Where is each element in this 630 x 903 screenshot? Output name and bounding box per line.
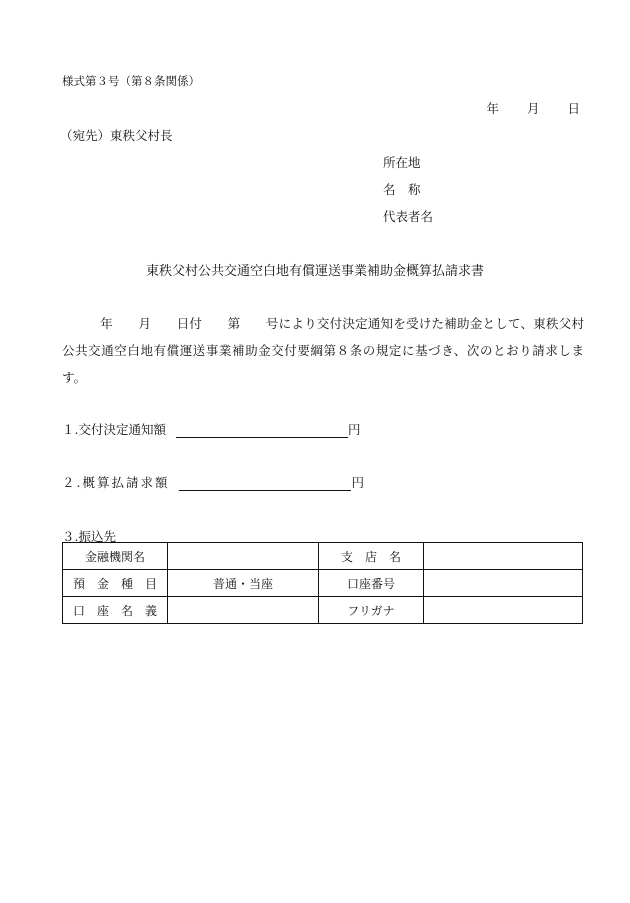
notified-amount-field[interactable]: [176, 423, 348, 438]
table-row: [63, 570, 583, 597]
account-number-label: 口座番号: [319, 570, 424, 597]
form-number: 様式第３号（第８条関係）: [62, 74, 200, 88]
applicant-address-label: 所在地: [383, 155, 421, 170]
branch-label: 支 店 名: [319, 543, 424, 570]
date-line: [486, 99, 580, 117]
item-notified-amount: [62, 420, 361, 438]
requested-amount-field[interactable]: [179, 476, 351, 491]
applicant-name-label: 名 称: [383, 182, 421, 197]
item-requested-amount-unit: 円: [351, 475, 364, 490]
body-paragraph: 年 月 日付 第 号により交付決定通知を受けた補助金として、東秩父村公共交通空白地有償運送事業補助金交付要綱第８条の規定に基づき、次のとおり請求します。: [62, 316, 584, 385]
applicant-representative-label: 代表者名: [383, 209, 434, 224]
document-title: 東秩父村公共交通空白地有償運送事業補助金概算払請求書: [145, 264, 484, 279]
recipient: （宛先）東秩父村長: [60, 128, 173, 143]
institution-field[interactable]: [168, 543, 319, 570]
table-row: [63, 597, 583, 624]
account-number-field[interactable]: [424, 570, 583, 597]
furigana-field[interactable]: [424, 597, 583, 624]
date-day: 日: [567, 101, 580, 116]
account-holder-label: 口 座 名 義: [63, 597, 168, 624]
item-requested-amount: [62, 473, 364, 491]
institution-label: 金融機関名: [63, 543, 168, 570]
branch-field[interactable]: [424, 543, 583, 570]
date-year: 年: [486, 101, 499, 116]
bank-table: [62, 542, 583, 624]
item-requested-amount-label: ２.概算払請求額: [62, 475, 170, 490]
item-notified-amount-unit: 円: [347, 422, 361, 437]
table-row: [63, 543, 583, 570]
deposit-type-value[interactable]: 普通・当座: [168, 570, 319, 597]
account-holder-field[interactable]: [168, 597, 319, 624]
deposit-type-label: 預 金 種 目: [63, 570, 168, 597]
furigana-label: フリガナ: [319, 597, 424, 624]
date-month: 月: [526, 101, 540, 116]
item-notified-amount-label: １.交付決定通知額: [62, 422, 166, 437]
transfer-destination-label: ３.振込先: [62, 529, 116, 544]
